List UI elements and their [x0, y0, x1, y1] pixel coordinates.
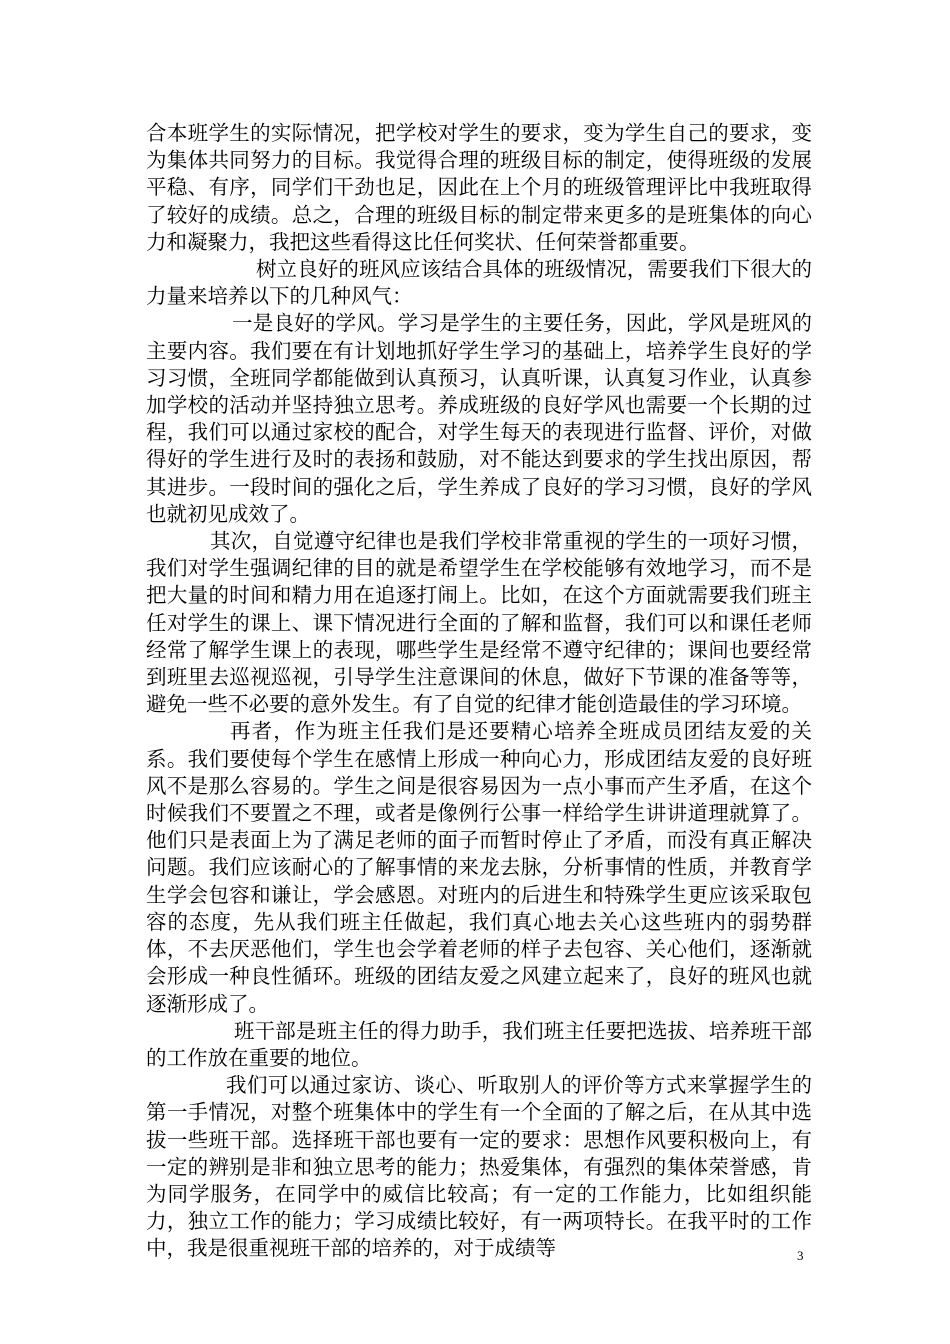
paragraph-cadre-selection: 我们可以通过家访、谈心、听取别人的评价等方式来掌握学生的第一手情况，对整个班集体中的学生有一个全面的了解之后，在从其中选拔一些班干部。选择班干部也要有一定的要求：思想作风要积极向上，有一定的辨别是非和独立思考的能力；热爱集体，有强烈的集体荣誉感，肯为同学服务，在同学中的威信比较高；有一定的工作能力，比如组织能力，独立工作的能力；学习成绩比较好，有一两项特长。在我平时的工作中，我是很重视班干部的培养的，对于成绩等 [146, 1073, 812, 1261]
page-number: 3 [797, 1248, 804, 1263]
paragraph-class-cadres: 班干部是班主任的得力助手，我们班主任要把选拔、培养班干部的工作放在重要的地位。 [146, 1018, 812, 1070]
paragraph-class-goals: 合本班学生的实际情况，把学校对学生的要求，变为学生自己的要求，变为集体共同努力的目标。我觉得合理的班级目标的制定，使得班级的发展平稳、有序，同学们干劲也足，因此在上个月的班级管理评比中我班取得了较好的成绩。总之，合理的班级目标的制定带来更多的是班集体的向心力和凝聚力，我把这些看得这比任何奖状、任何荣誉都重要。 [146, 121, 812, 254]
paragraph-unity: 再者，作为班主任我们是还要精心培养全班成员团结友爱的关系。我们要使每个学生在感情上形成一种向心力，形成团结友爱的良好班风不是那么容易的。学生之间是很容易因为一点小事而产生矛盾，在这个时候我们不要置之不理，或者是像例行公事一样给学生讲讲道理就算了。他们只是表面上为了满足老师的面子而暂时停止了矛盾，而没有真正解决问题。我们应该耐心的了解事情的来龙去脉，分析事情的性质，并教育学生学会包容和谦让，学会感恩。对班内的后进生和特殊学生更应该采取包容的态度，先从我们班主任做起，我们真心地去关心这些班内的弱势群体，不去厌恶他们，学生也会学着老师的样子去包容、关心他们，逐渐就会形成一种良性循环。班级的团结友爱之风建立起来了，良好的班风也就逐渐形成了。 [146, 719, 812, 1016]
paragraph-discipline: 其次，自觉遵守纪律也是我们学校非常重视的学生的一项好习惯，我们对学生强调纪律的目的就是希望学生在学校能够有效地学习，而不是把大量的时间和精力用在追逐打闹上。比如，在这个方面就需要我们班主任对学生的课上、课下情况进行全面的了解和监督，我们可以和课任老师经常了解学生课上的表现，哪些学生是经常不遵守纪律的；课间也要经常到班里去巡视巡视，引导学生注意课间的休息，做好下节课的准备等等，避免一些不必要的意外发生。有了自觉的纪律才能创造最佳的学习环境。 [146, 529, 812, 717]
paragraph-study-style: 一是良好的学风。学习是学生的主要任务，因此，学风是班风的主要内容。我们要在有计划地抓好学生学习的基础上，培养学生良好的学习习惯，全班同学都能做到认真预习，认真听课，认真复习作业，认真参加学校的活动并坚持独立思考。养成班级的良好学风也需要一个长期的过程，我们可以通过家校的配合，对学生每天的表现进行监督、评价，对做得好的学生进行及时的表扬和鼓励，对不能达到要求的学生找出原因，帮其进步。一段时间的强化之后，学生养成了良好的学习习惯，良好的学风也就初见成效了。 [146, 311, 812, 526]
paragraph-class-style-intro: 树立良好的班风应该结合具体的班级情况，需要我们下很大的力量来培养以下的几种风气： [146, 257, 812, 309]
document-body [146, 120, 812, 1263]
